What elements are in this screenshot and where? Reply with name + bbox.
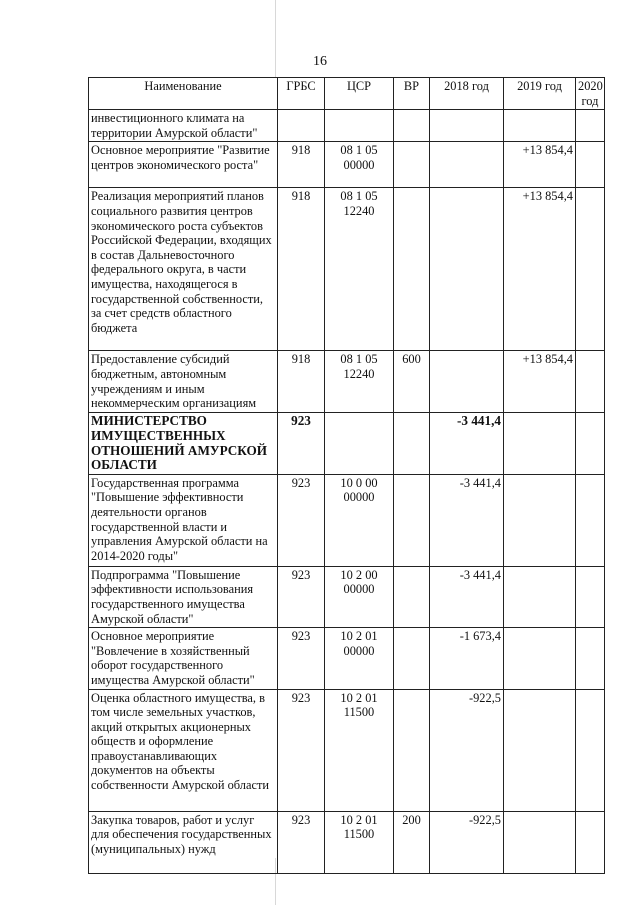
row-2018: -3 441,4 xyxy=(430,413,504,474)
row-csr: 10 2 01 11500 xyxy=(325,689,394,811)
row-2020 xyxy=(576,474,605,566)
row-vr xyxy=(394,142,430,188)
row-vr xyxy=(394,110,430,142)
row-2019: +13 854,4 xyxy=(504,142,576,188)
row-grbs: 923 xyxy=(278,566,325,627)
row-csr: 10 2 00 00000 xyxy=(325,566,394,627)
row-name: Закупка товаров, работ и услуг для обеспечения государственных (муниципальных) нужд xyxy=(89,811,278,873)
row-2020 xyxy=(576,188,605,351)
row-2020 xyxy=(576,628,605,689)
row-2018: -1 673,4 xyxy=(430,628,504,689)
page-number: 16 xyxy=(313,54,327,69)
row-2018: -922,5 xyxy=(430,811,504,873)
table-header-row xyxy=(89,78,605,110)
row-name: Подпрограмма "Повышение эффективности использования государственного имущества Амурской области" xyxy=(89,566,278,627)
row-vr xyxy=(394,413,430,474)
row-2020 xyxy=(576,811,605,873)
row-vr xyxy=(394,188,430,351)
row-2019 xyxy=(504,413,576,474)
header-2018: 2018 год xyxy=(430,78,504,110)
header-name: Наименование xyxy=(89,78,278,110)
row-2020 xyxy=(576,689,605,811)
row-2020 xyxy=(576,142,605,188)
header-grbs: ГРБС xyxy=(278,78,325,110)
row-vr xyxy=(394,474,430,566)
table-row xyxy=(89,628,605,689)
row-grbs: 923 xyxy=(278,689,325,811)
row-csr: 10 2 01 11500 xyxy=(325,811,394,873)
table-row xyxy=(89,110,605,142)
row-2018 xyxy=(430,351,504,413)
row-grbs: 923 xyxy=(278,811,325,873)
row-2020 xyxy=(576,351,605,413)
row-2018 xyxy=(430,188,504,351)
row-name: МИНИСТЕРСТВО ИМУЩЕСТВЕННЫХ ОТНОШЕНИЙ АМУРСКОЙ ОБЛАСТИ xyxy=(89,413,278,474)
row-csr: 10 2 01 00000 xyxy=(325,628,394,689)
row-2020 xyxy=(576,413,605,474)
row-name: инвестиционного климата на территории Амурской области" xyxy=(89,110,278,142)
row-2019 xyxy=(504,474,576,566)
row-2018: -3 441,4 xyxy=(430,474,504,566)
row-vr: 200 xyxy=(394,811,430,873)
row-2018: -922,5 xyxy=(430,689,504,811)
row-name: Оценка областного имущества, в том числе земельных участков, акций открытых акционерных обществ и оформление правоустанавливающих документов на объекты собственности Амурской области xyxy=(89,689,278,811)
row-2019 xyxy=(504,110,576,142)
row-vr xyxy=(394,566,430,627)
row-vr: 600 xyxy=(394,351,430,413)
table-row xyxy=(89,351,605,413)
table-row xyxy=(89,474,605,566)
row-vr xyxy=(394,689,430,811)
row-2019 xyxy=(504,628,576,689)
row-grbs: 923 xyxy=(278,413,325,474)
row-name: Реализация мероприятий планов социального развития центров экономического роста субъектов Российской Федерации, входящих в состав Дальневосточного федерального округа, в части имущества, находящегося в государственной собственности, за счет средств областного бюджета xyxy=(89,188,278,351)
row-2018 xyxy=(430,110,504,142)
row-2019 xyxy=(504,566,576,627)
row-csr: 10 0 00 00000 xyxy=(325,474,394,566)
row-csr xyxy=(325,110,394,142)
row-grbs xyxy=(278,110,325,142)
table-row xyxy=(89,413,605,474)
row-grbs: 918 xyxy=(278,351,325,413)
row-csr xyxy=(325,413,394,474)
header-2020: 2020 год xyxy=(576,78,605,110)
budget-table xyxy=(88,77,605,874)
row-name: Предоставление субсидий бюджетным, автономным учреждениям и иным некоммерческим организациям xyxy=(89,351,278,413)
row-2019: +13 854,4 xyxy=(504,351,576,413)
row-2019 xyxy=(504,811,576,873)
row-csr: 08 1 05 12240 xyxy=(325,351,394,413)
row-name: Основное мероприятие "Развитие центров экономического роста" xyxy=(89,142,278,188)
row-name: Основное мероприятие "Вовлечение в хозяйственный оборот государственного имущества Амурской области" xyxy=(89,628,278,689)
table-row xyxy=(89,566,605,627)
row-grbs: 923 xyxy=(278,628,325,689)
row-2019: +13 854,4 xyxy=(504,188,576,351)
table-row xyxy=(89,689,605,811)
row-name: Государственная программа "Повышение эффективности деятельности органов государственной власти и управления Амурской области на 2014-2020 годы" xyxy=(89,474,278,566)
table-row xyxy=(89,188,605,351)
row-grbs: 923 xyxy=(278,474,325,566)
row-2020 xyxy=(576,110,605,142)
row-grbs: 918 xyxy=(278,188,325,351)
table-row xyxy=(89,142,605,188)
header-vr: ВР xyxy=(394,78,430,110)
row-csr: 08 1 05 00000 xyxy=(325,142,394,188)
row-2019 xyxy=(504,689,576,811)
row-grbs: 918 xyxy=(278,142,325,188)
row-csr: 08 1 05 12240 xyxy=(325,188,394,351)
row-2020 xyxy=(576,566,605,627)
header-2019: 2019 год xyxy=(504,78,576,110)
header-csr: ЦСР xyxy=(325,78,394,110)
row-vr xyxy=(394,628,430,689)
table-row xyxy=(89,811,605,873)
row-2018: -3 441,4 xyxy=(430,566,504,627)
row-2018 xyxy=(430,142,504,188)
